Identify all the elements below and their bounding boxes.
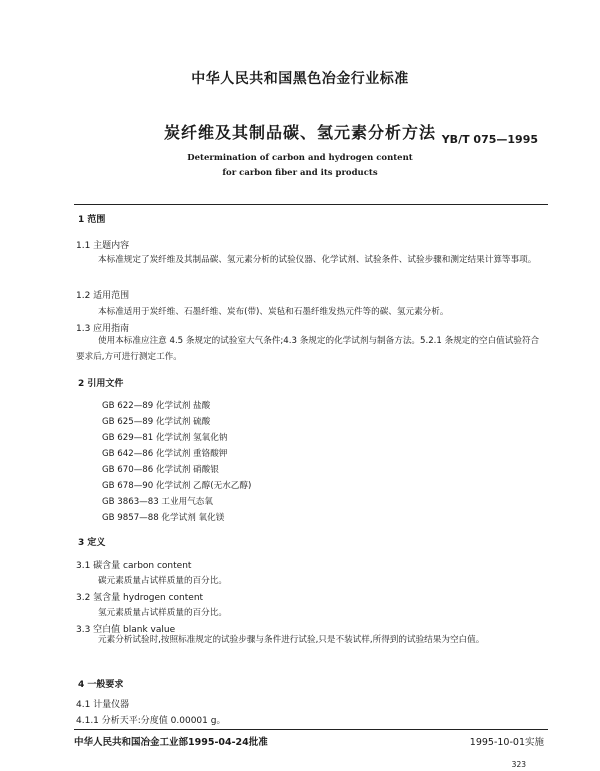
english-title-line-2: for carbon fiber and its products [222,168,378,178]
reference-item: GB 670—86 化学试剂 硝酸银 [102,465,219,475]
document-title: 炭纤维及其制品碳、氢元素分析方法 [163,123,436,142]
definition-3-2-heading: 3.2 氢含量 hydrogen content [76,593,204,603]
reference-item: GB 642—86 化学试剂 重铬酸钾 [102,449,228,459]
definition-3-3-text: 元素分析试验时,按照标准规定的试验步骤与条件进行试验,只是不装试样,所得到的试验结果为空白值。 [98,635,485,645]
reference-item: GB 678—90 化学试剂 乙醇(无水乙醇) [102,481,252,491]
definition-3-1-text: 碳元素质量占试样质量的百分比。 [98,576,227,586]
section-4-heading: 4 一般要求 [78,680,124,690]
section-1-1-text: 本标准规定了炭纤维及其制品碳、氢元素分析的试验仪器、化学试剂、试验条件、试验步骤和测定结果计算等事项。 [98,255,537,265]
english-title-line-1: Determination of carbon and hydrogen content [187,153,413,163]
section-1-3-text: 使用本标准应注意 4.5 条规定的试验室大气条件;4.3 条规定的化学试剂与制备方法。5.2.1 条规定的空白值试验符合要求后,方可进行测定工作。 [76,336,540,362]
standard-code: YB/T 075—1995 [441,133,538,146]
definition-3-3-heading: 3.3 空白值 blank value [76,625,176,635]
section-1-heading: 1 范围 [78,215,106,225]
footer-divider [74,729,548,730]
section-3-heading: 3 定义 [78,538,106,548]
page-number: 323 [511,760,526,769]
reference-item: GB 622—89 化学试剂 盐酸 [102,401,211,411]
section-1-1-heading: 1.1 主题内容 [76,241,130,251]
section-1-2-heading: 1.2 适用范围 [76,291,130,301]
section-1-3-heading: 1.3 应用指南 [76,324,130,334]
implementation-date: 1995-10-01实施 [469,737,544,748]
approval-line: 中华人民共和国冶金工业部1995-04-24批准 [74,737,268,748]
reference-item: GB 625—89 化学试剂 硫酸 [102,417,211,427]
reference-item: GB 3863—83 工业用气态氧 [102,497,213,507]
definition-3-1-heading: 3.1 碳含量 carbon content [76,561,192,571]
definition-3-2-text: 氢元素质量占试样质量的百分比。 [98,608,227,618]
reference-item: GB 629—81 化学试剂 氢氧化钠 [102,433,228,443]
section-4-1-heading: 4.1 计量仪器 [76,700,130,710]
section-4-1-1-text: 4.1.1 分析天平:分度值 0.00001 g。 [76,716,226,726]
issuing-org: 中华人民共和国黑色冶金行业标准 [191,71,409,87]
section-1-2-text: 本标准适用于炭纤维、石墨纤维、炭布(带)、炭毡和石墨纤维发热元件等的碳、氢元素分析。 [98,307,449,317]
header-divider [74,204,548,205]
section-2-heading: 2 引用文件 [78,379,124,389]
reference-item: GB 9857—88 化学试剂 氧化镁 [102,513,225,523]
